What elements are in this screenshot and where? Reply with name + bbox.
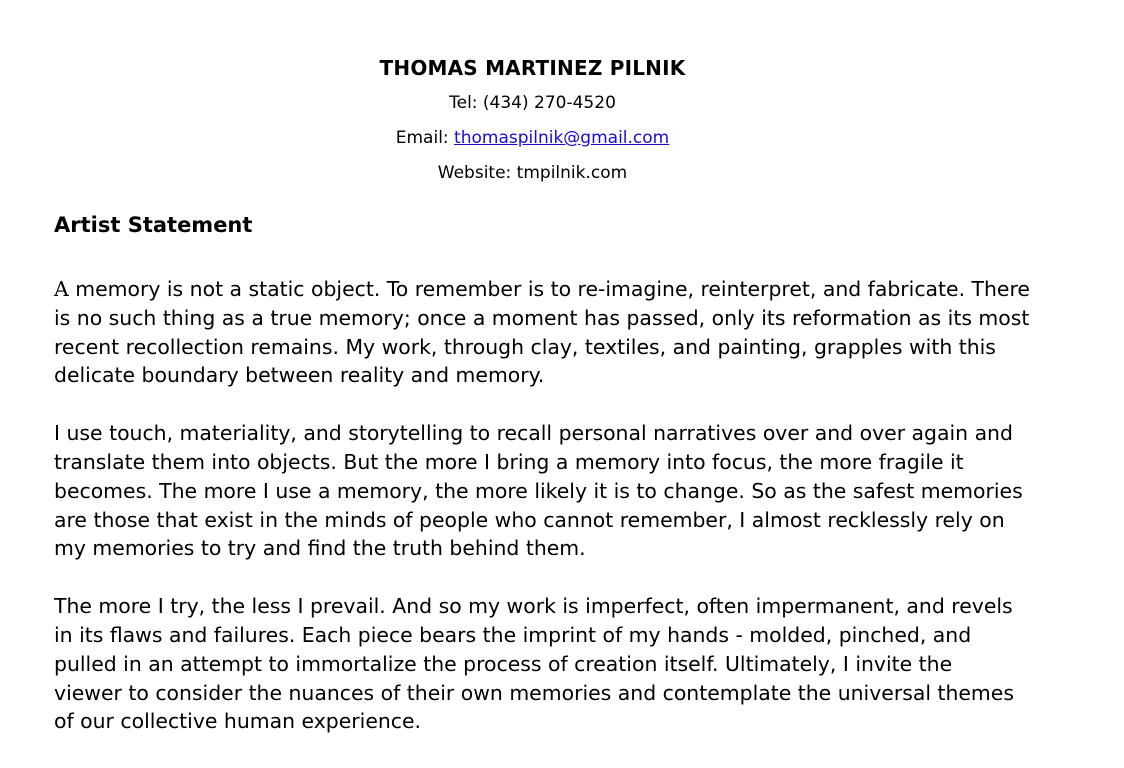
artist-name: THOMAS MARTINEZ PILNIK: [379, 56, 686, 80]
email-line: [0, 121, 1065, 156]
contact-header: [0, 54, 1065, 191]
email-link[interactable]: thomaspilnik@gmail.com: [454, 128, 670, 148]
statement-paragraph-2: I use touch, materiality, and storytelling to recall personal narratives over and over again and translate them into objects. But the more I bring a memory into focus, the more fragile it becomes. The more I use a memory, the more likely it is to change. So as the safest memories are those that exist in the minds of people who cannot remember, I almost recklessly rely on my memories to try and find the truth behind them.: [54, 421, 1023, 561]
telephone: Tel: (434) 270-4520: [449, 93, 616, 113]
statement-paragraph-1: [54, 275, 1044, 390]
website: Website: tmpilnik.com: [437, 163, 628, 183]
paragraph-1-text: memory is not a static object. To remember is to re-imagine, reinterpret, and fabricate. There is no such thing as a true memory; once a moment has passed, only its reformation as its most recent recollection remains. My work, through clay, textiles, and painting, grapples with this delicate boundary between reality and memory.: [54, 277, 1030, 388]
email-label: Email:: [395, 128, 455, 148]
first-letter: A: [54, 277, 69, 301]
statement-paragraph-3: The more I try, the less I prevail. And so my work is imperfect, often impermanent, and revels in its flaws and failures. Each piece bears the imprint of my hands - molded, pinched, and pulled in an attempt to immortalize the process of creation itself. Ultimately, I invite the viewer to consider the nuances of their own memories and contemplate the universal themes of our collective human experience.: [54, 594, 1014, 734]
section-title: Artist Statement: [54, 213, 253, 237]
artist-statement-section: [54, 210, 1054, 765]
